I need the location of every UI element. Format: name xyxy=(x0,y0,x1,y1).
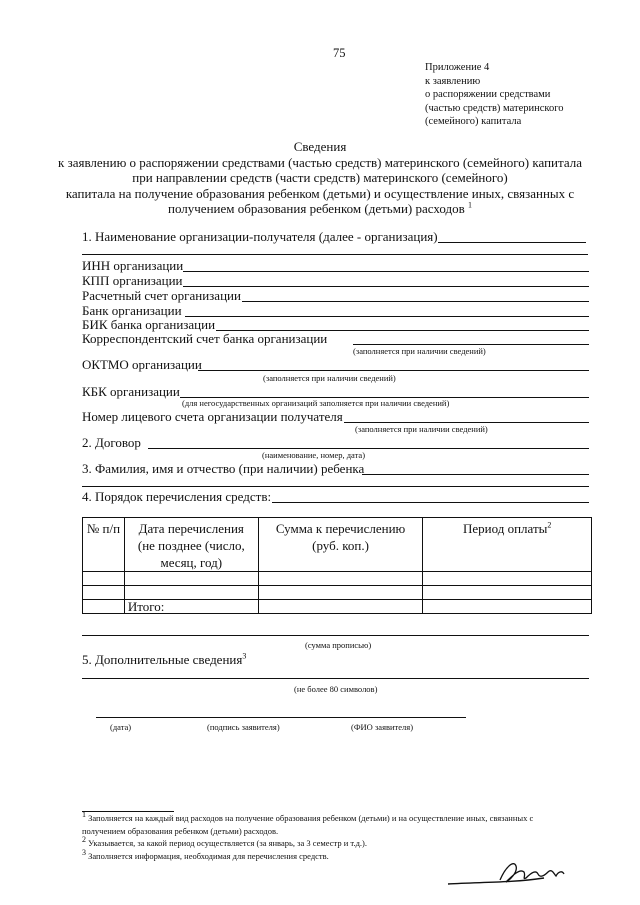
title-line-5: получением образования ребенком (детьми) расходов $^1$ xyxy=(168,200,472,216)
date-hint: (дата) xyxy=(110,722,132,732)
appendix-line-5: (семейного) капитала xyxy=(425,116,522,127)
personal-account-label: Номер лицевого счета организации получателя xyxy=(82,409,343,424)
sum-words-field[interactable] xyxy=(82,635,589,636)
corr-account-label: Корреспондентский счет банка организации xyxy=(82,331,328,346)
title-line-1: Сведения xyxy=(293,139,347,154)
table-header-row xyxy=(83,518,592,572)
bank-field[interactable] xyxy=(185,316,589,317)
footnote-2: $^2$ Указывается, за какой период осуществляется (за январь, за 3 семестр и т.д.). xyxy=(82,835,367,848)
org-name-field[interactable] xyxy=(438,242,586,243)
child-name-label: 3. Фамилия, имя и отчество (при наличии) ребенка xyxy=(82,461,365,476)
transfer-order-field[interactable] xyxy=(272,502,589,503)
table-total-row xyxy=(83,600,592,614)
oktmo-field[interactable] xyxy=(198,370,589,371)
org-name-field-line2[interactable] xyxy=(82,254,588,255)
table-row xyxy=(83,586,592,600)
title-line-4: капитала на получение образования ребенком (детьми) и осуществление иных, связанных с xyxy=(65,185,575,201)
table-cell[interactable] xyxy=(83,572,125,586)
table-cell xyxy=(83,600,125,614)
date-header-line2: (не позднее (число, xyxy=(137,538,245,553)
payment-table xyxy=(82,517,592,614)
additional-field[interactable] xyxy=(82,678,589,679)
child-name-field[interactable] xyxy=(362,474,589,475)
appendix-line-2: к заявлению xyxy=(425,75,481,87)
org-name-label: 1. Наименование организации-получателя (далее - организация) xyxy=(82,229,438,244)
sum-header-line2: (руб. коп.) xyxy=(312,538,369,553)
contract-hint: (наименование, номер, дата) xyxy=(262,450,366,460)
appendix-line-4: (частью средств) материнского xyxy=(425,102,564,114)
contract-field[interactable] xyxy=(148,448,589,449)
signature-field[interactable] xyxy=(96,717,466,718)
col-header-date xyxy=(124,518,258,572)
sum-header-line1: Сумма к перечислению xyxy=(275,521,406,536)
table-row xyxy=(83,572,592,586)
corr-account-hint: (заполняется при наличии сведений) xyxy=(353,346,486,356)
inn-label: ИНН организации xyxy=(82,258,184,273)
table-cell[interactable] xyxy=(423,586,592,600)
bik-label: БИК банка организации xyxy=(82,317,216,332)
title-line-3: при направлении средств (части средств) материнского (семейного) xyxy=(132,170,508,185)
inn-field[interactable] xyxy=(183,271,589,272)
document-title xyxy=(0,139,640,217)
table-cell[interactable] xyxy=(258,572,423,586)
footnote-1-cont: получением образования ребенком (детьми) расходов. xyxy=(82,825,279,836)
appendix-line-3: о распоряжении средствами xyxy=(425,89,551,100)
contract-label: 2. Договор xyxy=(82,435,141,450)
bank-label: Банк организации xyxy=(82,303,182,318)
oktmo-label: ОКТМО организации xyxy=(82,357,202,372)
footnote-3: $^3$ Заполняется информация, необходимая для перечисления средств. xyxy=(82,847,329,861)
kbk-label: КБК организации xyxy=(82,384,180,399)
table-cell[interactable] xyxy=(423,600,592,614)
handwritten-signature xyxy=(440,852,580,897)
title-line-2: к заявлению о распоряжении средствами (частью средств) материнского (семейного) капитала xyxy=(58,154,582,170)
total-label: Итого: xyxy=(124,600,258,614)
signature-hint: (подпись заявителя) xyxy=(207,722,280,732)
fio-hint: (ФИО заявителя) xyxy=(351,722,414,732)
table-cell[interactable] xyxy=(258,586,423,600)
appendix-block xyxy=(425,61,564,129)
child-name-field-line2[interactable] xyxy=(82,486,589,487)
col-header-num: № п/п xyxy=(83,518,125,572)
kpp-field[interactable] xyxy=(183,286,589,287)
page-number: 75 xyxy=(333,46,346,60)
kpp-label: КПП организации xyxy=(82,273,183,288)
personal-account-field[interactable] xyxy=(344,422,589,423)
col-header-period: Период оплаты$^2$ xyxy=(423,518,592,572)
table-cell[interactable] xyxy=(124,572,258,586)
table-cell[interactable] xyxy=(83,586,125,600)
appendix-line-1: Приложение 4 xyxy=(425,62,490,73)
personal-account-hint: (заполняется при наличии сведений) xyxy=(355,424,488,434)
account-label: Расчетный счет организации xyxy=(82,288,241,303)
transfer-order-label: 4. Порядок перечисления средств: xyxy=(82,489,272,504)
date-header-line3: месяц, год) xyxy=(160,555,223,570)
table-cell[interactable] xyxy=(124,586,258,600)
oktmo-hint: (заполняется при наличии сведений) xyxy=(263,373,396,383)
col-header-sum xyxy=(258,518,423,572)
table-cell[interactable] xyxy=(423,572,592,586)
date-header-line1: Дата перечисления xyxy=(138,521,244,536)
kbk-hint: (для негосударственных организаций заполняется при наличии сведений) xyxy=(182,398,450,408)
sum-words-hint: (сумма прописью) xyxy=(305,640,372,650)
account-field[interactable] xyxy=(242,301,589,302)
additional-hint: (не более 80 символов) xyxy=(294,684,378,694)
corr-account-field[interactable] xyxy=(353,344,589,345)
total-sum-cell[interactable] xyxy=(258,600,423,614)
footnote-1: $^1$ Заполняется на каждый вид расходов на получение образования ребенком (детьми) и на осуществление иных, связанных с xyxy=(82,810,534,823)
additional-label: 5. Дополнительные сведения$^3$ xyxy=(82,651,247,667)
